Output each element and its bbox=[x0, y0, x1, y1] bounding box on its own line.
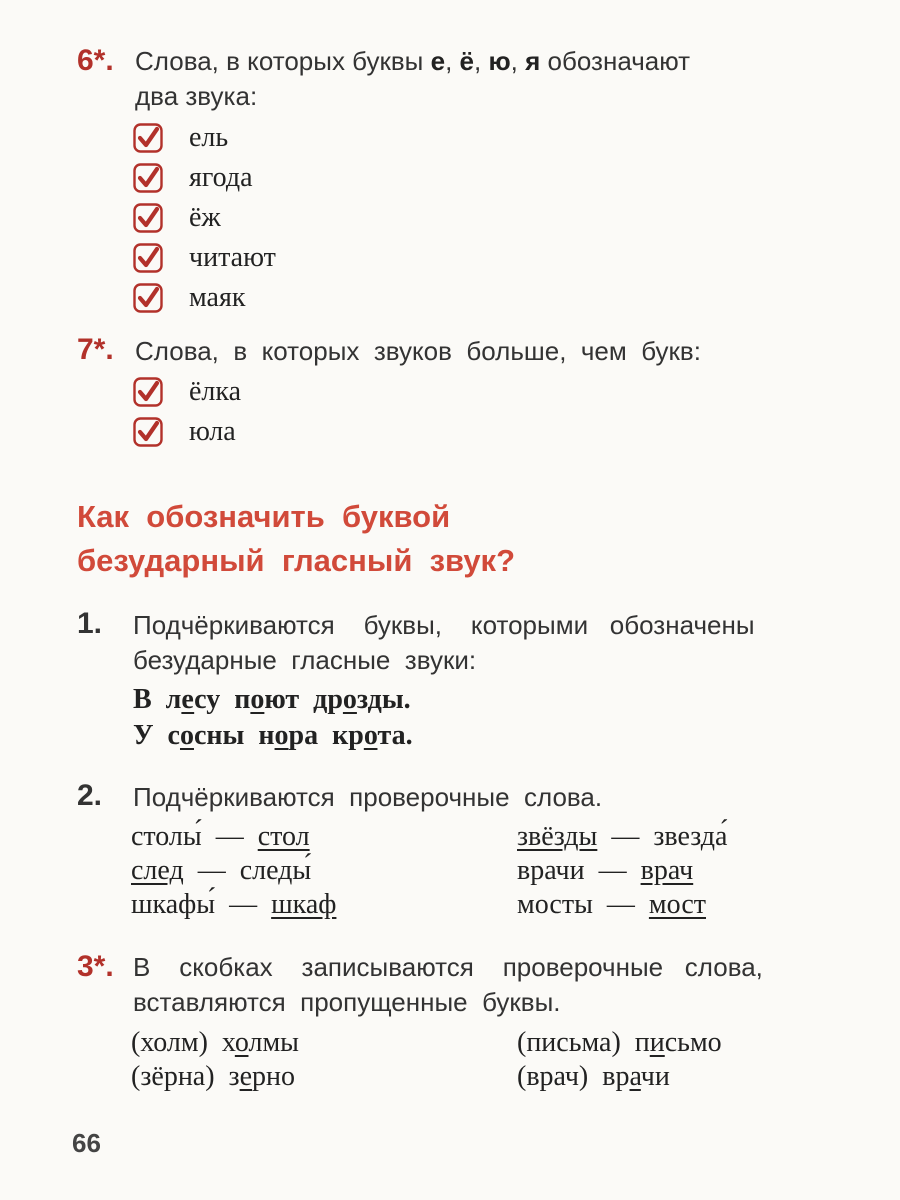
task6-letter-separator bbox=[540, 46, 547, 76]
answer-word: ёж bbox=[189, 202, 221, 233]
step3-number: 3*. bbox=[77, 950, 114, 983]
checked-word-line bbox=[517, 1026, 722, 1060]
word-pair-second: шкаф bbox=[271, 889, 337, 920]
answer-row bbox=[133, 412, 241, 452]
answer-row bbox=[133, 198, 276, 238]
task6-letter-separator: , bbox=[510, 46, 526, 76]
checkbox-checked-icon bbox=[133, 123, 163, 153]
underlined-letter: о bbox=[342, 684, 357, 715]
text-fragment: зды. bbox=[356, 684, 411, 715]
step3-text-line2: вставляются пропущенные буквы. bbox=[133, 987, 561, 1017]
answer-row bbox=[133, 118, 276, 158]
step2-left-column bbox=[131, 820, 336, 922]
word-pair-second: стол bbox=[257, 821, 310, 852]
word-pair-first: столы́ bbox=[131, 821, 202, 852]
answer-word: юла bbox=[189, 416, 236, 447]
step3-text-line1: В скобках записываются проверочные слова, bbox=[133, 952, 763, 982]
word-pair-dash: — bbox=[229, 889, 258, 920]
word-pair-first: врачи bbox=[517, 855, 585, 886]
step1-text-line2: безударные гласные звуки: bbox=[133, 645, 477, 675]
underlined-letter: о bbox=[363, 720, 378, 751]
text-fragment: чи bbox=[640, 1061, 670, 1092]
word-pair-dash: — bbox=[611, 821, 640, 852]
section-heading-line2: безударный гласный звук? bbox=[77, 543, 516, 578]
word-pair-dash: — bbox=[606, 889, 635, 920]
checkbox-checked-icon bbox=[133, 163, 163, 193]
step2-text: Подчёркиваются проверочные слова. bbox=[133, 782, 603, 812]
word-pair bbox=[517, 820, 727, 854]
checkbox-checked-icon bbox=[133, 203, 163, 233]
step2-right-column bbox=[517, 820, 727, 922]
text-fragment: рно bbox=[252, 1061, 296, 1092]
step1-number: 1. bbox=[77, 607, 103, 640]
answer-word: ель bbox=[189, 122, 229, 153]
task6-letter-separator: , bbox=[473, 46, 489, 76]
task6-number: 6*. bbox=[77, 44, 114, 77]
word-pair bbox=[517, 854, 727, 888]
answer-row bbox=[133, 158, 276, 198]
task7-question: Слова, в которых звуков больше, чем букв: bbox=[135, 336, 701, 366]
word-pair-second: звезда́ bbox=[653, 821, 728, 852]
task6-question-part2: обозначают bbox=[547, 46, 691, 76]
text-fragment: ра кр bbox=[288, 720, 364, 751]
checkbox-checked-icon bbox=[133, 243, 163, 273]
text-fragment: В л bbox=[133, 684, 182, 715]
checkbox-checked-icon bbox=[133, 283, 163, 313]
task6-letter: е bbox=[430, 46, 446, 76]
text-fragment: (холм) х bbox=[131, 1027, 235, 1058]
text-fragment: (зёрна) з bbox=[131, 1061, 240, 1092]
underlined-letter: о bbox=[179, 720, 194, 751]
underlined-letter: о bbox=[250, 684, 265, 715]
word-pair-first: звёзды bbox=[517, 821, 598, 852]
task6-letter: ё bbox=[459, 46, 474, 76]
text-fragment: сны н bbox=[193, 720, 275, 751]
page-number: 66 bbox=[72, 1128, 101, 1158]
checkbox-checked-icon bbox=[133, 417, 163, 447]
answer-word: читают bbox=[189, 242, 276, 273]
word-pair-dash: — bbox=[215, 821, 244, 852]
text-fragment: ют др bbox=[264, 684, 343, 715]
step2-number: 2. bbox=[77, 779, 103, 812]
checked-word-line bbox=[131, 1060, 299, 1094]
word-pair bbox=[131, 888, 336, 922]
text-fragment: сьмо bbox=[664, 1027, 722, 1058]
step3-left-column bbox=[131, 1026, 299, 1094]
task6-letters bbox=[431, 46, 548, 76]
task7-answer-list bbox=[133, 372, 241, 452]
task7-number: 7*. bbox=[77, 333, 114, 366]
text-fragment: (врач) вр bbox=[517, 1061, 630, 1092]
text-fragment: та. bbox=[377, 720, 413, 751]
text-fragment: су п bbox=[194, 684, 251, 715]
text-fragment: лмы bbox=[248, 1027, 299, 1058]
underlined-letter: о bbox=[274, 720, 289, 751]
step3-right-column bbox=[517, 1026, 722, 1094]
word-pair-dash: — bbox=[197, 855, 226, 886]
checked-word-line bbox=[131, 1026, 299, 1060]
task6-question-line2: два звука: bbox=[135, 81, 258, 111]
underlined-letter: е bbox=[181, 684, 195, 715]
word-pair bbox=[131, 854, 336, 888]
word-pair-dash: — bbox=[598, 855, 627, 886]
word-pair bbox=[131, 820, 336, 854]
text-fragment: У с bbox=[133, 720, 180, 751]
word-pair-first: мосты bbox=[517, 889, 593, 920]
word-pair-second: следы́ bbox=[239, 855, 312, 886]
checked-word-line bbox=[517, 1060, 722, 1094]
task6-letter: я bbox=[525, 46, 541, 76]
step1-sentence1 bbox=[133, 684, 411, 716]
underlined-letter: и bbox=[649, 1027, 665, 1058]
task6-letter: ю bbox=[488, 46, 511, 76]
underlined-letter: о bbox=[234, 1027, 249, 1058]
word-pair bbox=[517, 888, 727, 922]
step1-sentence2 bbox=[133, 720, 413, 752]
word-pair-first: шкафы́ bbox=[131, 889, 216, 920]
underlined-letter: а bbox=[629, 1061, 641, 1092]
checkbox-checked-icon bbox=[133, 377, 163, 407]
task6-letter-separator: , bbox=[445, 46, 460, 76]
word-pair-second: врач bbox=[640, 855, 694, 886]
task6-question-part1: Слова, в которых буквы bbox=[135, 46, 431, 76]
answer-row bbox=[133, 372, 241, 412]
answer-row bbox=[133, 278, 276, 318]
answer-word: маяк bbox=[189, 282, 246, 313]
task6-answer-list bbox=[133, 118, 276, 318]
word-pair-second: мост bbox=[648, 889, 706, 920]
underlined-letter: е bbox=[239, 1061, 253, 1092]
text-fragment: (письма) п bbox=[517, 1027, 650, 1058]
task6-question-line1 bbox=[135, 44, 690, 78]
answer-word: ягода bbox=[189, 162, 253, 193]
step1-text-line1: Подчёркиваются буквы, которыми обозначены bbox=[133, 610, 755, 640]
answer-row bbox=[133, 238, 276, 278]
section-heading-line1: Как обозначить буквой bbox=[77, 499, 451, 534]
answer-word: ёлка bbox=[189, 376, 242, 407]
word-pair-first: след bbox=[131, 855, 184, 886]
